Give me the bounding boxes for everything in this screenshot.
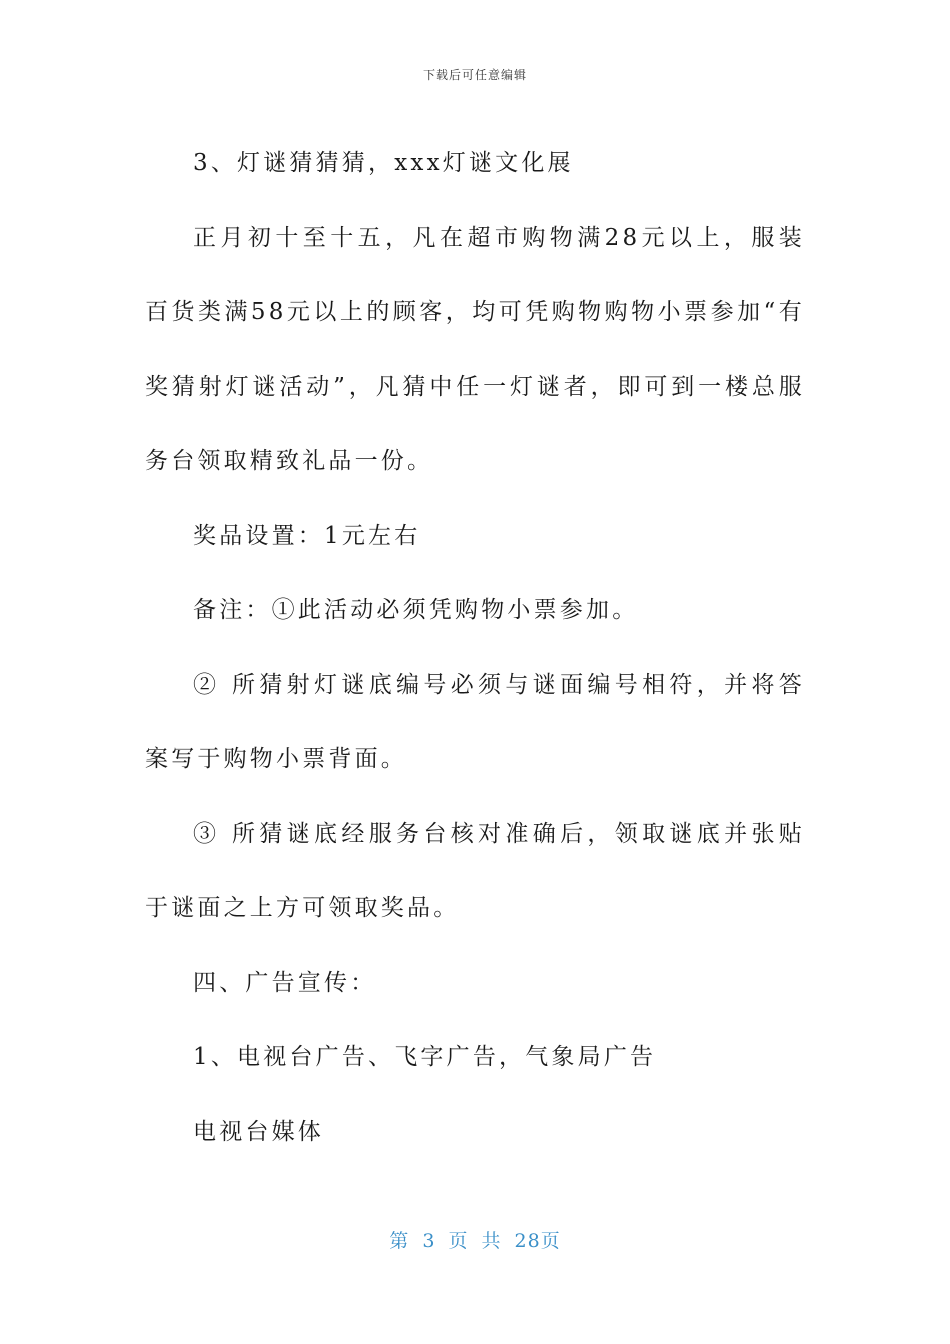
paragraph-section-heading-riddles: 3、灯谜猜猜猜，xxx灯谜文化展 [193, 150, 574, 176]
paragraph-riddle-activity-details: 正月初十至十五，凡在超市购物满28元以上，服装百货类满58元以上的顾客，均可凭购物购物小票参加“有奖猜射灯谜活动”，凡猜中任一灯谜者，即可到一楼总服务台领取精致礼品一份。 [145, 224, 805, 474]
document-body [145, 126, 805, 1169]
paragraph-prize-setting: 奖品设置：1元左右 [193, 522, 421, 549]
paragraph-section-heading-advertising: 四、广告宣传： [193, 969, 377, 996]
paragraph-tv-media: 电视台媒体 [193, 1118, 324, 1145]
paragraph-remark-2: ② 所猜射灯谜底编号必须与谜面编号相符，并将答案写于购物小票背面。 [145, 671, 805, 772]
page-number-footer: 第 3 页 共 28页 [389, 1230, 561, 1252]
paragraph-remark-1: 备注：①此活动必须凭购物小票参加。 [193, 597, 639, 623]
paragraph-advertising-item-1: 1、电视台广告、飞字广告，气象局广告 [193, 1044, 657, 1070]
paragraph-remark-3: ③ 所猜谜底经服务台核对准确后，领取谜底并张贴于谜面之上方可领取奖品。 [145, 820, 805, 921]
page-header-note: 下载后可任意编辑 [422, 68, 527, 82]
